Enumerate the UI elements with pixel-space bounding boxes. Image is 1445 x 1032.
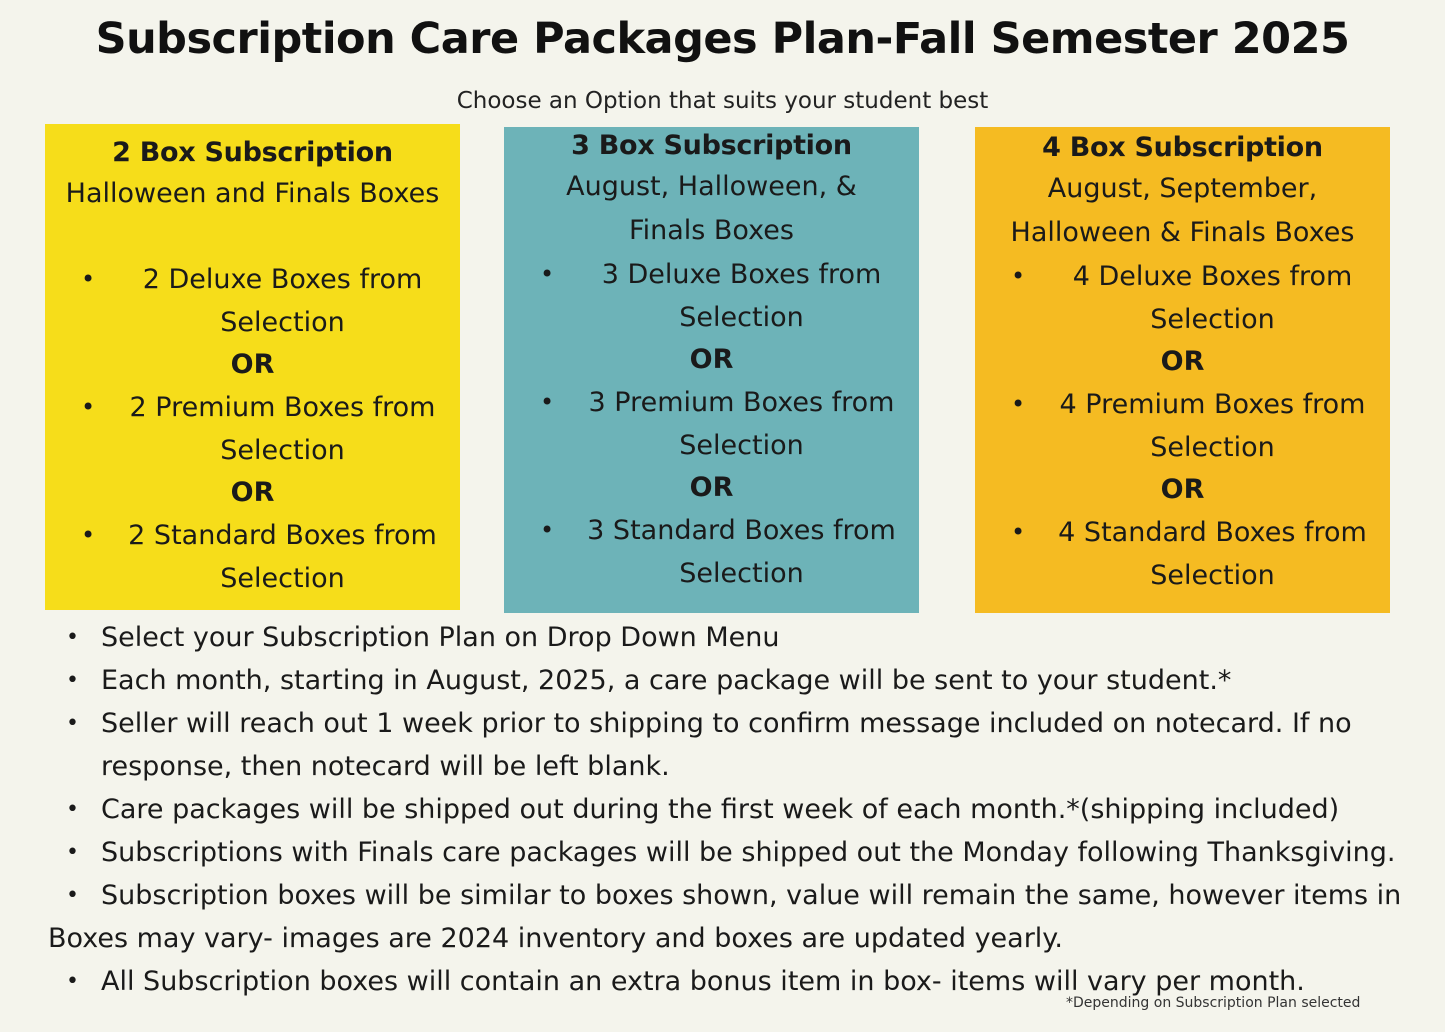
plan-option-text: 4 Standard Boxes from Selection — [1058, 517, 1367, 591]
plan-heading: 3 Box Subscription — [571, 130, 852, 161]
bullet-icon: • — [66, 840, 79, 865]
bullet-icon: • — [540, 260, 555, 288]
bullet-icon: • — [66, 711, 79, 736]
bullet-icon: • — [81, 393, 96, 421]
note-text: Seller will reach out 1 week prior to shipping to confirm message included on notecard. If no response, then notecard will be left blank. — [101, 708, 1352, 782]
plan-option-premium — [504, 381, 919, 467]
plan-heading: 4 Box Subscription — [1042, 132, 1323, 163]
list-item — [48, 788, 1408, 831]
list-item — [48, 831, 1408, 874]
bullet-icon: • — [1011, 262, 1026, 290]
plan-option-premium — [975, 383, 1390, 469]
plan-option-standard — [45, 514, 460, 600]
or-separator: OR — [230, 349, 275, 380]
note-text: Each month, starting in August, 2025, a care package will be sent to your student.* — [101, 665, 1232, 696]
plan-card-2-box — [45, 124, 460, 610]
plan-option-text: 3 Premium Boxes from Selection — [588, 387, 895, 461]
or-separator: OR — [689, 344, 734, 375]
note-text: Subscription boxes will be similar to boxes shown, value will remain the same, however items in Boxes may vary- images are 2024 inventory and boxes are updated yearly. — [48, 880, 1402, 954]
notes-list — [48, 616, 1408, 1003]
footnote: *Depending on Subscription Plan selected — [1066, 995, 1361, 1011]
plan-option-text: 2 Deluxe Boxes from Selection — [142, 264, 423, 338]
page-subtitle: Choose an Option that suits your student best — [456, 88, 989, 114]
bullet-icon: • — [81, 521, 96, 549]
bullet-icon: • — [540, 516, 555, 544]
bullet-icon: • — [1011, 518, 1026, 546]
bullet-icon: • — [540, 388, 555, 416]
list-item — [48, 659, 1408, 702]
plan-option-deluxe — [504, 253, 919, 339]
bullet-icon: • — [1011, 390, 1026, 418]
bullet-icon: • — [66, 797, 79, 822]
bullet-icon: • — [66, 969, 79, 994]
or-separator: OR — [1160, 474, 1205, 505]
plan-heading: 2 Box Subscription — [112, 137, 393, 168]
plan-option-deluxe — [975, 255, 1390, 341]
note-text: Care packages will be shipped out during the first week of each month.*(shipping included) — [101, 794, 1340, 825]
note-text: Subscriptions with Finals care packages will be shipped out the Monday following Thanksgiving. — [101, 837, 1396, 868]
bullet-icon: • — [66, 668, 79, 693]
plan-option-text: 3 Standard Boxes from Selection — [587, 515, 896, 589]
plan-option-text: 2 Premium Boxes from Selection — [129, 392, 436, 466]
bullet-icon: • — [81, 265, 96, 293]
or-separator: OR — [689, 472, 734, 503]
plan-months: August, Halloween, & Finals Boxes — [566, 171, 857, 246]
bullet-icon: • — [66, 883, 79, 908]
plan-months: August, September, Halloween & Finals Boxes — [1010, 173, 1355, 248]
or-separator: OR — [1160, 346, 1205, 377]
plan-option-deluxe — [45, 258, 460, 344]
plan-option-text: 4 Premium Boxes from Selection — [1059, 389, 1366, 463]
bullet-icon: • — [66, 625, 79, 650]
plan-option-standard — [975, 511, 1390, 597]
plan-option-text: 2 Standard Boxes from Selection — [128, 520, 437, 594]
note-text: Select your Subscription Plan on Drop Down Menu — [101, 622, 780, 653]
plan-option-text: 4 Deluxe Boxes from Selection — [1072, 261, 1353, 335]
plan-card-4-box — [975, 127, 1390, 613]
plan-option-standard — [504, 509, 919, 595]
plan-option-text: 3 Deluxe Boxes from Selection — [601, 259, 882, 333]
page-title: Subscription Care Packages Plan-Fall Semester 2025 — [95, 14, 1350, 64]
plan-months: Halloween and Finals Boxes — [65, 178, 440, 209]
plan-card-3-box — [504, 127, 919, 613]
list-item — [48, 616, 1408, 659]
or-separator: OR — [230, 477, 275, 508]
plan-option-premium — [45, 386, 460, 472]
list-item — [48, 874, 1408, 960]
list-item — [48, 702, 1408, 788]
note-text: All Subscription boxes will contain an extra bonus item in box- items will vary per month. — [101, 966, 1305, 997]
